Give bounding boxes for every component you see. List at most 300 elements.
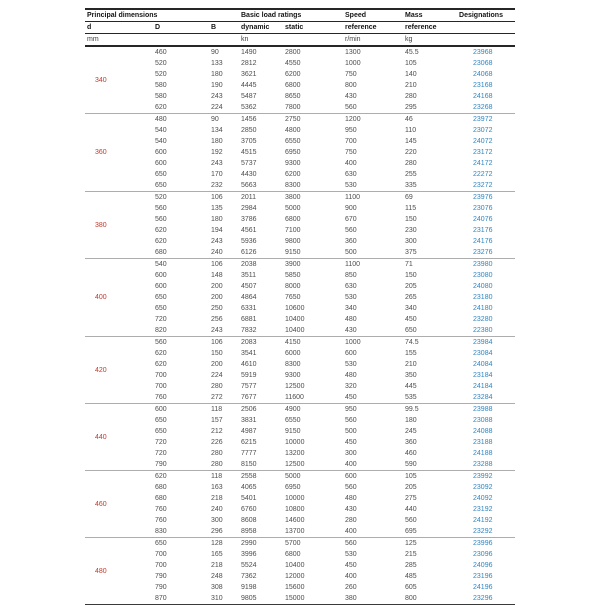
designation-link[interactable]: 23984 [457, 337, 515, 349]
mass-value: 360 [405, 439, 417, 446]
dynamic-load-value: 3831 [241, 417, 257, 424]
mass-value: 99.5 [403, 404, 457, 416]
static-load-value: 9150 [285, 249, 301, 256]
mass-value: 150 [405, 216, 417, 223]
width-value: 308 [211, 584, 223, 591]
width-value: 200 [211, 283, 223, 290]
static-load-value: 8650 [285, 93, 301, 100]
speed-reference-value: 1000 [345, 60, 361, 67]
designation-link[interactable]: 24188 [473, 450, 493, 457]
static-load-value: 10400 [285, 316, 305, 323]
outer-diameter-value: 480 [153, 114, 209, 126]
speed-reference-value: 450 [345, 439, 357, 446]
speed-reference-value: 750 [345, 71, 357, 78]
unit-mm: mm [85, 34, 153, 47]
width-value: 250 [211, 305, 223, 312]
width-value: 272 [211, 394, 223, 401]
speed-reference-value: 360 [345, 238, 357, 245]
width-value: 300 [211, 517, 223, 524]
static-load-value: 5700 [283, 538, 343, 550]
width-value: 118 [209, 471, 239, 483]
outer-diameter-value: 580 [155, 82, 167, 89]
speed-reference-value: 1100 [343, 259, 403, 271]
mass-value: 605 [405, 584, 417, 591]
col-header-B: B [209, 22, 239, 34]
speed-reference-value: 900 [345, 205, 357, 212]
col-header-designations-spacer [457, 22, 515, 34]
designation-link[interactable]: 23188 [473, 439, 493, 446]
speed-reference-value: 530 [345, 182, 357, 189]
static-load-value: 6200 [285, 171, 301, 178]
dynamic-load-value: 2558 [239, 471, 283, 483]
width-value: 280 [211, 450, 223, 457]
dynamic-load-value: 2990 [239, 538, 283, 550]
table-body [85, 46, 515, 605]
static-load-value: 13700 [285, 528, 305, 535]
outer-diameter-value: 650 [153, 538, 209, 550]
outer-diameter-value: 700 [155, 372, 167, 379]
static-load-value: 9150 [285, 428, 301, 435]
mass-value: 800 [405, 595, 417, 602]
column-group-row [85, 9, 515, 22]
speed-reference-value: 430 [345, 93, 357, 100]
dynamic-load-value: 3621 [241, 71, 257, 78]
speed-reference-value: 600 [345, 350, 357, 357]
mass-value: 535 [405, 394, 417, 401]
designation-link[interactable]: 24176 [473, 238, 493, 245]
dynamic-load-value: 3786 [241, 216, 257, 223]
static-load-value: 12000 [285, 573, 305, 580]
width-value: 280 [211, 461, 223, 468]
designation-link[interactable]: 23196 [473, 573, 493, 580]
outer-diameter-value: 650 [155, 294, 167, 301]
table-row [85, 404, 515, 416]
static-load-value: 3800 [283, 192, 343, 204]
dynamic-load-value: 5936 [241, 238, 257, 245]
mass-value: 560 [405, 517, 417, 524]
mass-value: 74.5 [403, 337, 457, 349]
col-header-speed-reference: reference [343, 22, 403, 34]
width-value: 224 [211, 104, 223, 111]
width-value: 135 [211, 205, 223, 212]
designation-link[interactable]: 24092 [473, 495, 493, 502]
static-load-value: 4900 [283, 404, 343, 416]
dynamic-load-value: 3511 [241, 272, 257, 279]
designation-link[interactable]: 23180 [473, 294, 493, 301]
width-value: 170 [211, 171, 223, 178]
designation-link[interactable]: 24192 [473, 517, 493, 524]
speed-reference-value: 280 [345, 517, 357, 524]
static-load-value: 2750 [283, 114, 343, 126]
static-load-value: 11600 [285, 394, 304, 401]
dynamic-load-value: 6760 [241, 506, 257, 513]
outer-diameter-value: 540 [155, 127, 167, 134]
speed-reference-value: 320 [345, 383, 357, 390]
static-load-value: 6950 [285, 484, 301, 491]
width-value: 163 [211, 484, 223, 491]
speed-reference-value: 480 [345, 495, 357, 502]
designation-link[interactable]: 23272 [473, 182, 493, 189]
designation-link[interactable]: 23972 [457, 114, 515, 126]
col-header-static: static [283, 22, 343, 34]
column-sub-header-row [85, 22, 515, 34]
dynamic-load-value: 2984 [241, 205, 257, 212]
bore-diameter-value: 420 [85, 337, 153, 404]
static-load-value: 6200 [285, 71, 301, 78]
dynamic-load-value: 4445 [241, 82, 257, 89]
designation-link[interactable]: 22272 [473, 171, 493, 178]
width-value: 106 [209, 337, 239, 349]
width-value: 240 [211, 506, 223, 513]
static-load-value: 6950 [285, 149, 301, 156]
speed-reference-value: 560 [345, 227, 357, 234]
bore-diameter-value: 480 [85, 538, 153, 605]
bore-diameter-value: 460 [85, 471, 153, 538]
width-value: 157 [211, 417, 223, 424]
outer-diameter-value: 650 [155, 428, 167, 435]
static-load-value: 10000 [285, 495, 305, 502]
mass-value: 280 [405, 160, 417, 167]
col-header-d: d [85, 22, 153, 34]
designation-link[interactable]: 23080 [473, 272, 493, 279]
dynamic-load-value: 2506 [239, 404, 283, 416]
speed-reference-value: 560 [345, 417, 357, 424]
designation-link[interactable]: 23276 [473, 249, 493, 256]
designation-link[interactable]: 23088 [473, 417, 493, 424]
col-group-principal-dimensions: Principal dimensions [85, 9, 239, 22]
bore-diameter-value: 400 [85, 259, 153, 337]
designation-link[interactable]: 23988 [457, 404, 515, 416]
mass-value: 340 [405, 305, 417, 312]
mass-value: 335 [405, 182, 417, 189]
designation-link[interactable]: 23996 [457, 538, 515, 550]
speed-reference-value: 560 [343, 538, 403, 550]
mass-value: 450 [405, 316, 417, 323]
outer-diameter-value: 620 [155, 104, 167, 111]
static-load-value: 5000 [283, 471, 343, 483]
width-value: 194 [211, 227, 223, 234]
static-load-value: 10400 [285, 327, 305, 334]
speed-reference-value: 450 [345, 562, 357, 569]
designation-link[interactable]: 23980 [457, 259, 515, 271]
width-value: 243 [211, 238, 223, 245]
speed-reference-value: 400 [345, 461, 357, 468]
static-load-value: 4150 [283, 337, 343, 349]
dynamic-load-value: 2083 [239, 337, 283, 349]
static-load-value: 14600 [285, 517, 305, 524]
dynamic-load-value: 6126 [241, 249, 257, 256]
width-value: 148 [211, 272, 223, 279]
width-value: 218 [211, 562, 223, 569]
outer-diameter-value: 540 [153, 259, 209, 271]
static-load-value: 9800 [285, 238, 301, 245]
width-value: 212 [211, 428, 223, 435]
outer-diameter-value: 600 [155, 283, 167, 290]
speed-reference-value: 1100 [343, 192, 403, 204]
outer-diameter-value: 620 [153, 471, 209, 483]
designation-link[interactable]: 23992 [457, 471, 515, 483]
width-value: 106 [209, 259, 239, 271]
outer-diameter-value: 620 [155, 361, 167, 368]
speed-reference-value: 1300 [345, 49, 361, 56]
speed-reference-value: 400 [345, 160, 357, 167]
designation-link[interactable]: 23184 [473, 372, 493, 379]
mass-value: 210 [405, 82, 417, 89]
width-value: 296 [211, 528, 223, 535]
speed-reference-value: 530 [345, 361, 357, 368]
outer-diameter-value: 720 [155, 439, 167, 446]
outer-diameter-value: 620 [155, 227, 167, 234]
designation-link[interactable]: 24196 [473, 584, 493, 591]
static-load-value: 6800 [285, 551, 301, 558]
static-load-value: 8000 [285, 283, 301, 290]
static-load-value: 13200 [285, 450, 305, 457]
bore-diameter-value: 340 [95, 76, 107, 84]
dynamic-load-value: 6215 [241, 439, 257, 446]
table-row [85, 46, 515, 58]
dynamic-load-value: 2812 [241, 60, 257, 67]
speed-reference-value: 950 [345, 127, 357, 134]
designation-link[interactable]: 24076 [473, 216, 493, 223]
static-load-value: 15600 [285, 584, 305, 591]
static-load-value: 12500 [285, 461, 305, 468]
designation-link[interactable]: 23068 [473, 60, 493, 67]
width-value: 150 [211, 350, 223, 357]
width-value: 134 [211, 127, 223, 134]
dynamic-load-value: 1490 [241, 49, 257, 56]
designation-link[interactable]: 24068 [473, 71, 493, 78]
outer-diameter-value: 580 [155, 93, 167, 100]
col-group-basic-load-ratings: Basic load ratings [239, 9, 343, 22]
speed-reference-value: 750 [345, 149, 357, 156]
designation-link[interactable]: 24180 [473, 305, 493, 312]
mass-value: 215 [405, 551, 417, 558]
speed-reference-value: 340 [345, 305, 357, 312]
outer-diameter-value: 790 [155, 573, 167, 580]
col-group-mass: Mass [403, 9, 457, 22]
dynamic-load-value: 5737 [241, 160, 257, 167]
mass-value: 110 [405, 127, 417, 134]
dynamic-load-value: 9198 [241, 584, 257, 591]
static-load-value: 8300 [285, 182, 301, 189]
dynamic-load-value: 5919 [241, 372, 257, 379]
dynamic-load-value: 8958 [241, 528, 257, 535]
mass-value: 285 [405, 562, 417, 569]
designation-link[interactable]: 23168 [473, 82, 493, 89]
width-value: 280 [211, 383, 223, 390]
outer-diameter-value: 600 [155, 149, 167, 156]
mass-value: 46 [403, 114, 457, 126]
outer-diameter-value: 620 [155, 238, 167, 245]
static-load-value: 10000 [285, 439, 305, 446]
width-value: 248 [211, 573, 223, 580]
designation-link[interactable]: 23072 [473, 127, 493, 134]
speed-reference-value: 260 [345, 584, 357, 591]
static-load-value: 4800 [285, 127, 301, 134]
designation-link[interactable]: 23084 [473, 350, 493, 357]
outer-diameter-value: 460 [155, 49, 167, 56]
speed-reference-value: 850 [345, 272, 357, 279]
designation-link[interactable]: 24080 [473, 283, 493, 290]
unit-kg: kg [403, 34, 457, 47]
speed-reference-value: 430 [345, 506, 357, 513]
table-row [85, 114, 515, 126]
designation-link[interactable]: 23192 [473, 506, 493, 513]
mass-value: 485 [405, 573, 417, 580]
width-value: 256 [211, 316, 223, 323]
dynamic-load-value: 6881 [241, 316, 257, 323]
speed-reference-value: 560 [345, 104, 357, 111]
dynamic-load-value: 7577 [241, 383, 257, 390]
outer-diameter-value: 700 [155, 383, 167, 390]
speed-reference-value: 500 [345, 428, 357, 435]
col-group-speed: Speed [343, 9, 403, 22]
mass-value: 265 [405, 294, 417, 301]
designation-link[interactable]: 24072 [473, 138, 493, 145]
outer-diameter-value: 620 [155, 350, 167, 357]
static-load-value: 10800 [285, 506, 305, 513]
width-value: 243 [211, 327, 223, 334]
designation-link[interactable]: 23172 [473, 149, 493, 156]
mass-value: 105 [403, 471, 457, 483]
outer-diameter-value: 600 [155, 160, 167, 167]
dynamic-load-value: 5401 [241, 495, 257, 502]
outer-diameter-value: 520 [153, 192, 209, 204]
dynamic-load-value: 7777 [241, 450, 257, 457]
width-value: 243 [211, 160, 223, 167]
width-value: 192 [211, 149, 223, 156]
designation-link[interactable]: 24172 [473, 160, 493, 167]
static-load-value: 15000 [285, 595, 305, 602]
outer-diameter-value: 520 [155, 60, 167, 67]
mass-value: 460 [405, 450, 417, 457]
outer-diameter-value: 560 [153, 337, 209, 349]
designation-link[interactable]: 23280 [473, 316, 493, 323]
speed-reference-value: 1200 [343, 114, 403, 126]
designation-link[interactable]: 23092 [473, 484, 493, 491]
outer-diameter-value: 650 [155, 171, 167, 178]
designation-link[interactable]: 24168 [473, 93, 493, 100]
speed-reference-value: 430 [345, 327, 357, 334]
bearing-spec-table [85, 8, 515, 605]
speed-reference-value: 400 [345, 528, 357, 535]
width-value: 180 [211, 216, 223, 223]
units-row [85, 34, 515, 47]
col-header-mass-reference: reference [403, 22, 457, 34]
designation-link[interactable]: 23296 [473, 595, 493, 602]
width-value: 310 [211, 595, 223, 602]
mass-value: 205 [405, 283, 417, 290]
table-header [85, 9, 515, 46]
bore-diameter-value: 360 [85, 114, 153, 192]
dynamic-load-value: 5362 [241, 104, 257, 111]
designation-link[interactable]: 24184 [473, 383, 493, 390]
static-load-value: 7650 [285, 294, 301, 301]
width-value: 180 [211, 71, 223, 78]
dynamic-load-value: 7362 [241, 573, 257, 580]
mass-value: 180 [405, 417, 417, 424]
dynamic-load-value: 7832 [241, 327, 257, 334]
dynamic-load-value: 3705 [241, 138, 257, 145]
outer-diameter-value: 790 [155, 584, 167, 591]
static-load-value: 5000 [285, 205, 301, 212]
mass-value: 71 [403, 259, 457, 271]
dynamic-load-value: 4515 [241, 149, 257, 156]
dynamic-load-value: 4561 [241, 227, 257, 234]
designation-link[interactable]: 24088 [473, 428, 493, 435]
mass-value: 275 [405, 495, 417, 502]
speed-reference-value: 670 [345, 216, 357, 223]
speed-reference-value: 380 [345, 595, 357, 602]
dynamic-load-value: 3996 [241, 551, 257, 558]
mass-value: 445 [405, 383, 417, 390]
designation-link[interactable]: 23976 [457, 192, 515, 204]
mass-value: 150 [405, 272, 417, 279]
width-value: 218 [211, 495, 223, 502]
designation-link[interactable]: 22380 [473, 327, 493, 334]
outer-diameter-value: 720 [155, 450, 167, 457]
dynamic-load-value: 6331 [241, 305, 257, 312]
dynamic-load-value: 1456 [239, 114, 283, 126]
width-value: 224 [211, 372, 223, 379]
outer-diameter-value: 680 [155, 495, 167, 502]
mass-value: 69 [403, 192, 457, 204]
mass-value: 125 [403, 538, 457, 550]
mass-value: 145 [405, 138, 417, 145]
static-load-value: 4550 [285, 60, 301, 67]
mass-value: 350 [405, 372, 417, 379]
designation-link[interactable]: 23288 [473, 461, 493, 468]
designation-link[interactable]: 23292 [473, 528, 493, 535]
speed-reference-value: 560 [345, 484, 357, 491]
static-load-value: 5850 [285, 272, 301, 279]
outer-diameter-value: 820 [155, 327, 167, 334]
width-value: 165 [211, 551, 223, 558]
table-row [85, 259, 515, 271]
designation-link[interactable]: 24084 [473, 361, 493, 368]
designation-link[interactable]: 23268 [473, 104, 493, 111]
mass-value: 230 [405, 227, 417, 234]
designation-link[interactable]: 23096 [473, 551, 493, 558]
mass-value: 205 [405, 484, 417, 491]
speed-reference-value: 630 [345, 283, 357, 290]
mass-value: 245 [405, 428, 417, 435]
dynamic-load-value: 3541 [241, 350, 257, 357]
col-group-designations: Designations [457, 9, 515, 22]
outer-diameter-value: 680 [155, 484, 167, 491]
designation-link[interactable]: 23076 [473, 205, 493, 212]
dynamic-load-value: 4507 [241, 283, 257, 290]
outer-diameter-value: 700 [155, 562, 167, 569]
static-load-value: 2800 [285, 49, 301, 56]
width-value: 90 [211, 49, 219, 56]
width-value: 190 [211, 82, 223, 89]
outer-diameter-value: 790 [155, 461, 167, 468]
width-value: 128 [209, 538, 239, 550]
table-row [85, 471, 515, 483]
designation-link[interactable]: 23968 [473, 49, 493, 56]
designation-link[interactable]: 23176 [473, 227, 493, 234]
speed-reference-value: 530 [345, 551, 357, 558]
designation-link[interactable]: 24096 [473, 562, 493, 569]
speed-reference-value: 950 [343, 404, 403, 416]
outer-diameter-value: 760 [155, 394, 167, 401]
static-load-value: 7800 [285, 104, 301, 111]
static-load-value: 12500 [285, 383, 305, 390]
designation-link[interactable]: 23284 [473, 394, 493, 401]
speed-reference-value: 300 [345, 450, 357, 457]
outer-diameter-value: 520 [155, 71, 167, 78]
